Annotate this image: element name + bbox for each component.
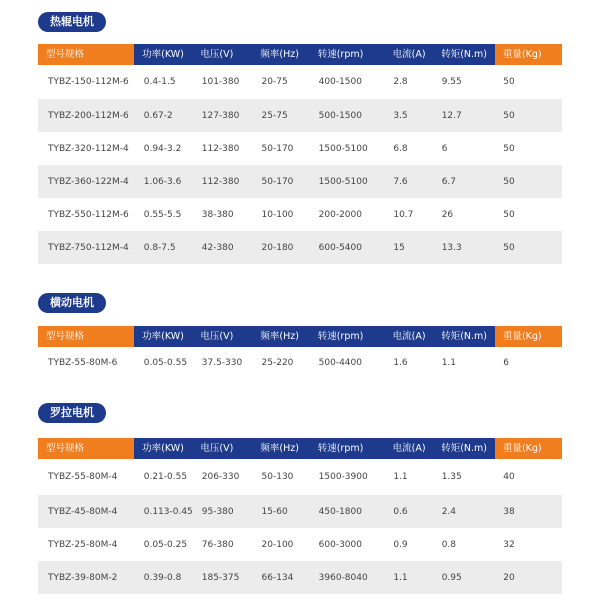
cell-model: TYBZ-550-112M-6 [48,209,129,220]
cell-current: 6.8 [393,143,408,154]
cell-model: TYBZ-55-80M-6 [48,358,118,368]
cell-weight: 50 [503,176,515,187]
cell-torque: 2.4 [441,506,457,517]
header-model: 型号规格 [38,326,134,347]
header-weight: 重量(Kg) [495,326,562,347]
cell-power: 0.39-0.8 [143,572,182,583]
cell-weight: 50 [503,110,515,121]
table-header [38,44,562,65]
header-torque: 转矩(N.m) [441,49,487,60]
header-current: 电流(A) [392,331,426,342]
cell-frequency: 50-170 [261,176,294,187]
cell-speed: 200-2000 [318,209,362,220]
table-body [38,459,562,594]
table-row [38,165,562,198]
cell-model: TYBZ-320-112M-4 [48,143,129,154]
spec-table [38,438,562,594]
cell-speed: 500-1500 [318,110,362,121]
header-speed: 转速(rpm) [317,443,364,454]
cell-model: TYBZ-150-112M-6 [48,77,129,87]
table-row [38,459,562,495]
cell-voltage: 37.5-330 [201,358,243,368]
header-torque: 转矩(N.m) [441,443,487,454]
cell-frequency: 20-75 [261,77,288,87]
cell-power: 0.8-7.5 [143,242,176,253]
cell-torque: 1.35 [441,472,462,482]
cell-power: 0.113-0.45 [143,506,193,517]
table-row [38,99,562,132]
table-header [38,438,562,459]
cell-frequency: 25-220 [261,358,294,368]
cell-power: 0.94-3.2 [143,143,182,154]
cell-weight: 38 [503,506,515,517]
cell-model: TYBZ-200-112M-6 [48,110,129,121]
header-weight: 重量(Kg) [495,44,562,65]
cell-model: TYBZ-750-112M-4 [48,242,129,253]
cell-speed: 1500-5100 [318,143,368,154]
table-header [38,326,562,347]
cell-speed: 400-1500 [318,77,362,87]
table-row [38,495,562,528]
cell-power: 0.67-2 [143,110,173,121]
cell-voltage: 206-330 [201,472,240,482]
cell-current: 0.9 [393,539,408,550]
cell-model: TYBZ-360-122M-4 [48,176,129,187]
cell-weight: 50 [503,143,515,154]
spec-table [38,44,562,264]
header-current: 电流(A) [392,443,426,454]
cell-voltage: 38-380 [201,209,234,220]
cell-frequency: 25-75 [261,110,288,121]
cell-power: 0.05-0.25 [143,539,188,550]
table-row [38,231,562,264]
table-row [38,561,562,594]
cell-current: 1.1 [393,472,408,482]
cell-frequency: 20-180 [261,242,294,253]
cell-torque: 13.3 [441,242,462,253]
table-row [38,347,562,379]
spec-table [38,326,562,379]
section-title: 热辊电机 [38,12,106,32]
cell-frequency: 50-130 [261,472,294,482]
cell-power: 1.06-3.6 [143,176,182,187]
cell-voltage: 185-375 [201,572,240,583]
cell-frequency: 66-134 [261,572,294,583]
header-model: 型号规格 [38,438,134,459]
section-title: 罗拉电机 [38,403,106,423]
cell-power: 0.21-0.55 [143,472,188,482]
cell-voltage: 95-380 [201,506,234,517]
cell-torque: 26 [441,209,454,220]
cell-weight: 32 [503,539,515,550]
cell-current: 2.8 [393,77,408,87]
header-speed: 转速(rpm) [317,331,364,342]
cell-weight: 50 [503,242,515,253]
table-row [38,132,562,165]
header-voltage: 电压(V) [200,443,234,454]
cell-voltage: 112-380 [201,176,240,187]
cell-speed: 1500-3900 [318,472,368,482]
cell-frequency: 50-170 [261,143,294,154]
cell-torque: 0.95 [441,572,462,583]
header-speed: 转速(rpm) [317,49,364,60]
cell-weight: 6 [503,358,509,368]
header-power: 功率(KW) [142,49,184,60]
table-row [38,198,562,231]
cell-torque: 12.7 [441,110,462,121]
cell-current: 1.6 [393,358,408,368]
cell-power: 0.05-0.55 [143,358,188,368]
header-torque: 转矩(N.m) [441,331,487,342]
cell-torque: 6.7 [441,176,457,187]
cell-frequency: 10-100 [261,209,294,220]
cell-power: 0.55-5.5 [143,209,182,220]
cell-speed: 600-5400 [318,242,362,253]
cell-weight: 40 [503,472,515,482]
cell-voltage: 76-380 [201,539,234,550]
table-body [38,347,562,379]
cell-speed: 500-4400 [318,358,362,368]
cell-frequency: 20-100 [261,539,294,550]
header-power: 功率(KW) [142,443,184,454]
cell-speed: 1500-5100 [318,176,368,187]
cell-power: 0.4-1.5 [143,77,176,87]
cell-current: 15 [393,242,405,253]
cell-weight: 50 [503,77,515,87]
cell-model: TYBZ-25-80M-4 [48,539,118,550]
table-row [38,528,562,561]
cell-voltage: 42-380 [201,242,234,253]
cell-current: 0.6 [393,506,408,517]
cell-weight: 50 [503,209,515,220]
table-row [38,65,562,99]
cell-model: TYBZ-55-80M-4 [48,472,118,482]
section-title: 横动电机 [38,293,106,313]
cell-current: 7.6 [393,176,408,187]
header-voltage: 电压(V) [200,331,234,342]
cell-torque: 0.8 [441,539,457,550]
cell-voltage: 112-380 [201,143,240,154]
cell-speed: 3960-8040 [318,572,368,583]
cell-model: TYBZ-45-80M-4 [48,506,118,517]
cell-torque: 9.55 [441,77,462,87]
cell-voltage: 127-380 [201,110,240,121]
cell-model: TYBZ-39-80M-2 [48,572,118,583]
table-body [38,65,562,264]
header-current: 电流(A) [392,49,426,60]
header-power: 功率(KW) [142,331,184,342]
header-frequency: 频率(Hz) [260,443,299,454]
header-model: 型号规格 [38,44,134,65]
cell-torque: 6 [441,143,448,154]
cell-current: 3.5 [393,110,408,121]
header-voltage: 电压(V) [200,49,234,60]
cell-weight: 20 [503,572,515,583]
cell-current: 10.7 [393,209,414,220]
cell-speed: 450-1800 [318,506,362,517]
cell-frequency: 15-60 [261,506,288,517]
cell-torque: 1.1 [441,358,457,368]
header-frequency: 频率(Hz) [260,331,299,342]
header-weight: 重量(Kg) [495,438,562,459]
cell-voltage: 101-380 [201,77,240,87]
cell-speed: 600-3000 [318,539,362,550]
header-frequency: 频率(Hz) [260,49,299,60]
cell-current: 1.1 [393,572,408,583]
